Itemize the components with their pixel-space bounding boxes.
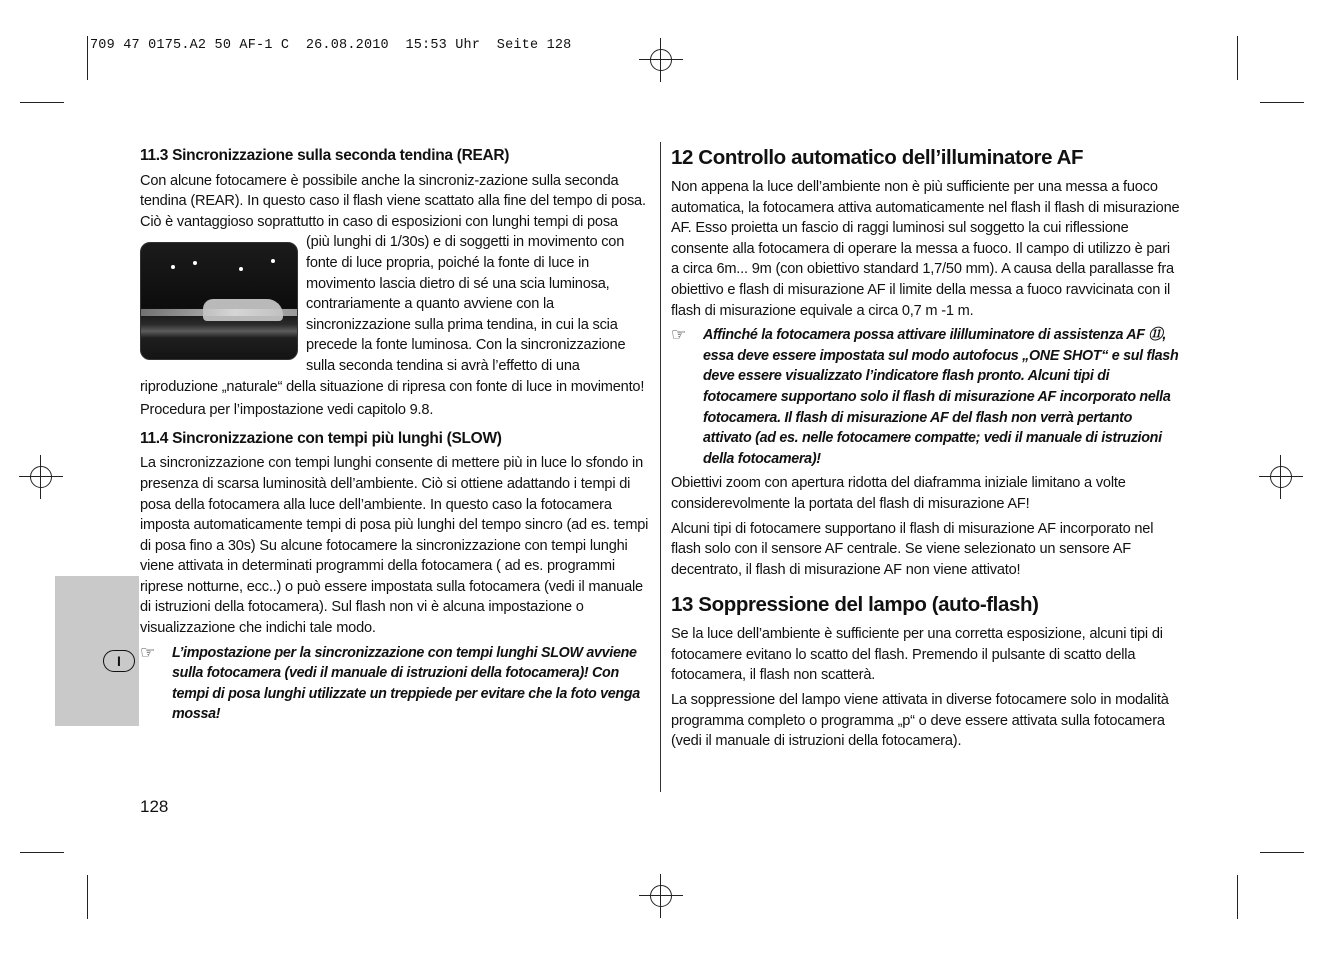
section-13-mode-paragraph: La soppressione del lampo viene attivata in diverse fotocamere solo in modalità programma completo o programma „p“ o deve essere attivata sulla fotocamera (vedi il manuale di istruzioni della fotocamera).: [671, 692, 1169, 750]
section-11-4-title: 11.4 Sincronizzazione con tempi più lunghi (SLOW): [140, 429, 502, 447]
crop-mark: [87, 875, 88, 919]
crop-mark: [1237, 36, 1238, 80]
section-12-note: [671, 325, 1181, 469]
crop-mark: [1260, 852, 1304, 853]
section-11-3-procedure: Procedura per l’impostazione vedi capitolo 9.8.: [140, 402, 434, 419]
section-11-3-paragraph: Con alcune fotocamere è possibile anche la sincroniz-zazione sulla seconda tendina (REAR). In questo caso il flash viene scattato alla fine del tempo di posa. Ciò è vantaggioso soprattutto in caso di esposizioni con lunghi tempi di posa: [140, 172, 646, 230]
section-12-sensor-paragraph: Alcuni tipi di fotocamere supportano il flash di misurazione AF incorporato nel flash solo con il sensore AF centrale. Se viene selezionato un sensore AF decentrato, il flash di misurazione AF non viene attivato!: [671, 520, 1154, 578]
column-divider: [660, 142, 661, 792]
crop-mark: [1260, 102, 1304, 103]
crop-mark: [1237, 875, 1238, 919]
section-13-paragraph: Se la luce dell’ambiente è sufficiente per una corretta esposizione, alcuni tipi di fotocamere evitano lo scatto del flash. Premendo il pulsante di scatto della fotocamera, il flash non scatterà.: [671, 626, 1163, 684]
language-badge: I: [103, 650, 135, 672]
crop-mark: [20, 852, 64, 853]
crop-mark: [20, 102, 64, 103]
print-slug: 709 47 0175.A2 50 AF-1 C 26.08.2010 15:53 Uhr Seite 128: [90, 38, 572, 53]
rear-sync-example-photo: [140, 242, 298, 360]
registration-mark-icon: [639, 38, 683, 82]
pointing-hand-icon: ☞: [671, 325, 687, 345]
section-11-4-note: [140, 643, 652, 725]
right-column: [671, 145, 1181, 756]
section-12-paragraph: Non appena la luce dell’ambiente non è più sufficiente per una messa a fuoco automatica, la fotocamera attiva automaticamente nel flash il flash di misurazione AF. Esso proietta un fascio di raggi luminosi sul soggetto la cui riflessione consente alla fotocamera di operare la messa a fuoco. Il campo di utilizzo è pari a circa 6m... 9m (con obiettivo standard 1,7/50 mm). A causa della parallasse fra obiettivo e flash di misurazione AF il limite della messa a fuoco ravvicinata con il flash di misurazione equivale a circa 0,7 m -1 m.: [671, 179, 1180, 319]
registration-mark-icon: [1259, 455, 1303, 499]
section-11-3-title: 11.3 Sincronizzazione sulla seconda tendina (REAR): [140, 147, 510, 164]
section-12-title: 12 Controllo automatico dell’illuminatore AF: [671, 146, 1084, 169]
left-column: [140, 146, 652, 729]
page-number: 128: [140, 797, 169, 816]
section-11-4-note-text: L’impostazione per la sincronizzazione con tempi lunghi SLOW avviene sulla fotocamera (vedi il manuale di istruzioni della fotocamera)! Con tempi di posa lunghi utilizzate un treppiede per evitare che la foto venga mossa!: [172, 644, 640, 723]
language-tab: [55, 576, 139, 726]
registration-mark-icon: [19, 455, 63, 499]
crop-mark: [87, 36, 88, 80]
section-11-4-paragraph: La sincronizzazione con tempi lunghi consente di mettere più in luce lo sfondo in presenza di scarsa luminosità dell’ambiente. Ciò si ottiene adattando i tempi di posa della fotocamera alla luce dell’ambiente. In questo caso la fotocamera imposta automaticamente tempi di posa più lunghi del tempo sincro (ad es. tempi di posa fino a 30s) Su alcune fotocamere la sincronizzazione con tempi lunghi viene attivata in determinati programmi della fotocamera ( ad es. programmi riprese notturne, ecc..) o può essere impostata sulla fotocamera (vedi il manuale di istruzioni della fotocamera). Sul flash non vi è alcuna impostazione o visualizzazione che indichi tale modo.: [140, 455, 649, 637]
section-11-3-paragraph-continued: (più lunghi di 1/30s) e di soggetti in movimento con fonte di luce propria, poiché la fonte di luce in movimento lascia dietro di sé una scia luminosa, contrariamente a quanto avviene con la sincronizzazione sulla prima tendina, in cui la scia precede la fonte luminosa. Con la sincronizzazione sulla seconda tendina si avrà l’effetto di una riproduzione „naturale“ della situazione di ripresa con fonte di luce in movimento!: [140, 234, 645, 395]
pointing-hand-icon: ☞: [140, 642, 156, 662]
registration-mark-icon: [639, 874, 683, 918]
section-12-zoom-paragraph: Obiettivi zoom con apertura ridotta del diaframma iniziale limitano a volte considerevolmente la portata del flash di misurazione AF!: [671, 475, 1126, 512]
section-12-note-text: Affinché la fotocamera possa attivare ililluminatore di assistenza AF ⑪, essa deve essere impostata sul modo autofocus „ONE SHOT“ e sul flash deve essere visualizzato l’indicatore flash pronto. Alcuni tipi di fotocamere supportano solo il flash di misurazione AF incorporato nella fotocamera. Il flash di misurazione AF del flash non verrà pertanto attivato (ad es. nelle fotocamere compatte; vedi il manuale di istruzioni della fotocamera)!: [703, 327, 1179, 467]
section-13-title: 13 Soppressione del lampo (auto-flash): [671, 593, 1039, 617]
